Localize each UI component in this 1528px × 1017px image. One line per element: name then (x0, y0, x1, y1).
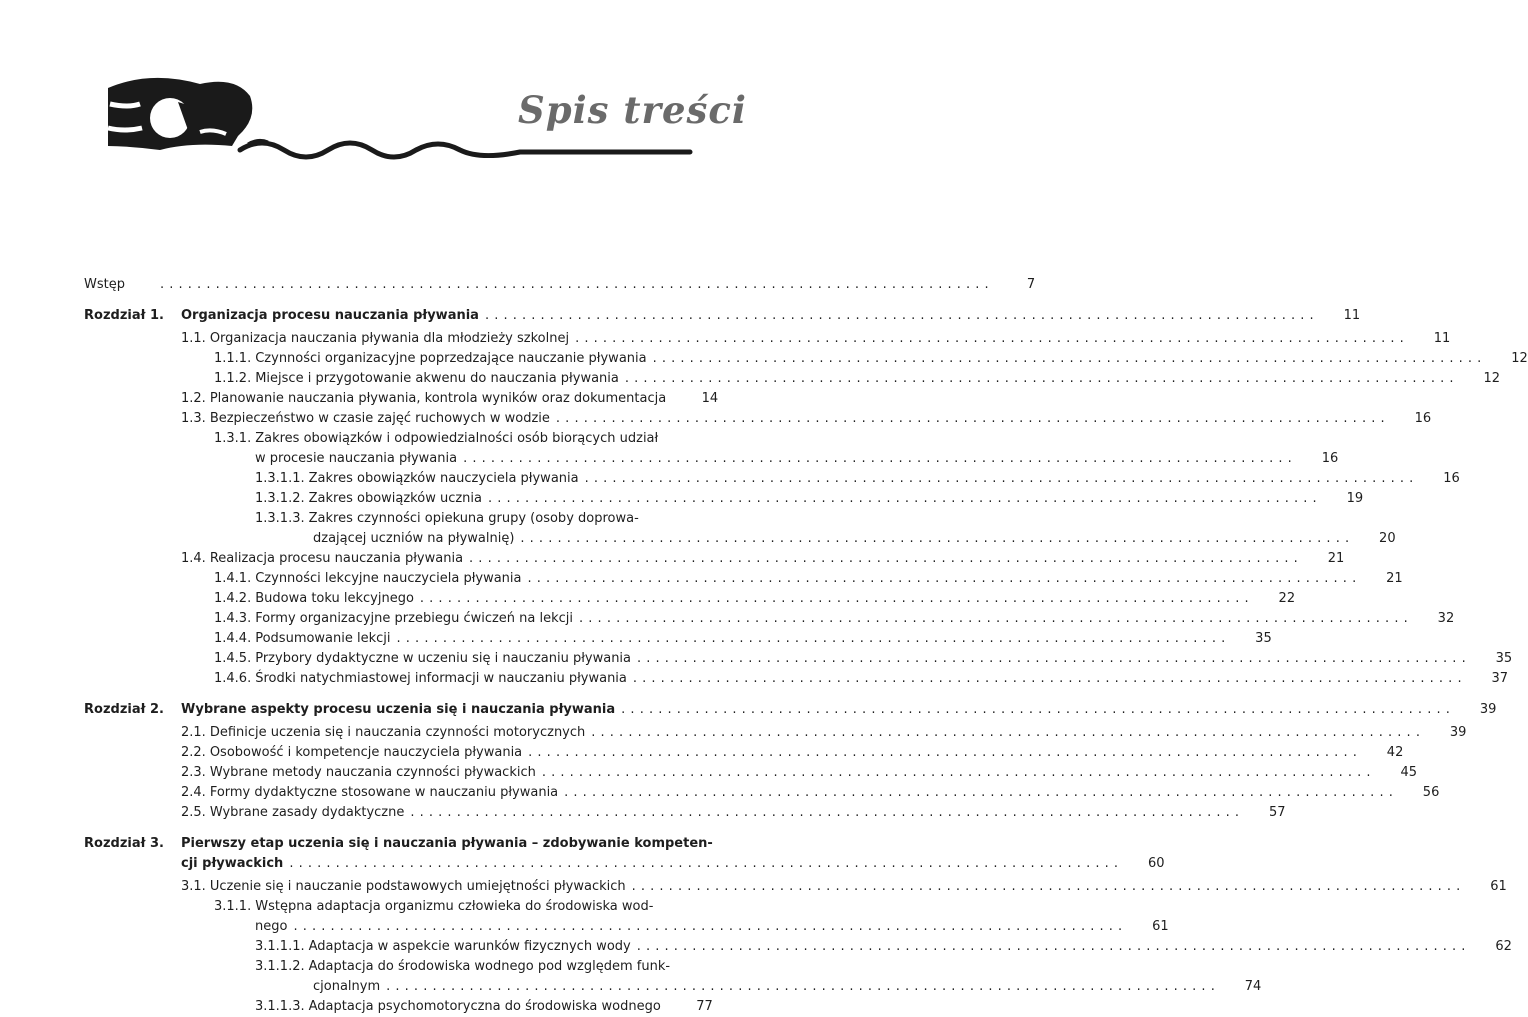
toc-section-number: 2.3. (181, 765, 206, 780)
toc-entry-title: Pierwszy etap uczenia się i nauczania pływania – zdobywanie kompeten- (181, 836, 713, 851)
toc-entry-title: cjonalnym (313, 979, 381, 994)
toc-leader-dots: . . . . . . . . . . . . . . . . . . . . . . . . . . . . . . . . . . . . . . . . . . . . . . . . . . . . . . . . . . . . . . . . . . . . . . . . . . . . . . . . . . . . . . . . . . (520, 531, 1350, 546)
toc-entry (214, 369, 1501, 389)
toc-entry (255, 957, 694, 977)
toc-entry-title: Organizacja nauczania pływania dla młodzieży szkolnej (209, 331, 570, 346)
toc-chapter-entry (84, 306, 1361, 326)
toc-leader-dots: . . . . . . . . . . . . . . . . . . . . . . . . . . . . . . . . . . . . . . . . . . . . . . . . . . . . . . . . . . . . . . . . . . . . . . . . . . . . . . . . . . . . . . . . . . (621, 702, 1451, 717)
toc-section-number: 2.2. (181, 745, 206, 760)
toc-page-number: 7 (1026, 277, 1036, 292)
toc-entry (214, 609, 1455, 629)
toc-page-number: 14 (701, 391, 719, 406)
toc-page-number: 19 (1346, 491, 1364, 506)
toc-entry (181, 549, 1345, 569)
toc-section-number: 1.2. (181, 391, 206, 406)
toc-page-number: 57 (1269, 805, 1286, 820)
toc-page-number: 37 (1491, 671, 1509, 686)
toc-entry (255, 469, 1460, 489)
toc-section-number: 1.1.1. (214, 351, 252, 366)
toc-section-number: 1.3.1.2. (255, 491, 305, 506)
toc-page-number: 77 (696, 999, 713, 1014)
toc-page-number: 45 (1400, 765, 1418, 780)
toc-section-number: 2.5. (181, 805, 206, 820)
toc-entry-title: nego (255, 919, 288, 934)
toc-leader-dots: . . . . . . . . . . . . . . . . . . . . . . . . . . . . . . . . . . . . . . . . . . . . . . . . . . . . . . . . . . . . . . . . . . . . . . . . . . . . . . . . . . . . . . . . . . (637, 651, 1467, 666)
toc-entry (181, 743, 1404, 763)
toc-section-number: 3.1.1.2. (255, 959, 305, 974)
toc-leader-dots: . . . . . . . . . . . . . . . . . . . . . . . . . . . . . . . . . . . . . . . . . . . . . . . . . . . . . . . . . . . . . . . . . . . . . . . . . . . . . . . . . . . . . . . . . . (488, 491, 1318, 506)
toc-leader-dots: . . . . . . . . . . . . . . . . . . . . . . . . . . . . . . . . . . . . . . . . . . . . . . . . . . . . . . . . . . . . . . . . . . . . . . . . . . . . . . . . . . . . . . . . . . (631, 879, 1461, 894)
toc-entry (214, 589, 1296, 609)
toc-section-number: 1.4.5. (214, 651, 252, 666)
toc-section-number: 2.1. (181, 725, 206, 740)
toc-leader-dots: . . . . . . . . . . . . . . . . . . . . . . . . . . . . . . . . . . . . . . . . . . . . . . . . . . . . . . . . . . . . . . . . . . . . . . . . . . . . . . . . . . . . . . . . . . (636, 939, 1466, 954)
toc-leader-dots: . . . . . . . . . . . . . . . . . . . . . . . . . . . . . . . . . . . . . . . . . . . . . . . . . . . . . . . . . . . . . . . . . . . . . . . . . . . . . . . . . . . . . . . . . . (584, 471, 1414, 486)
toc-entry (181, 389, 719, 409)
toc-entry (181, 723, 1467, 743)
toc-entry-title: Bezpieczeństwo w czasie zajęć ruchowych w wodzie (209, 411, 550, 426)
toc-page-number: 32 (1437, 611, 1455, 626)
toc-leader-dots: . . . . . . . . . . . . . . . . . . . . . . . . . . . . . . . . . . . . . . . . . . . . . . . . . . . . . . . . . . . . . . . . . . . . . . . . . . . . . . . . . . . . . . . . . . (528, 745, 1358, 760)
toc-leader-dots: . . . . . . . . . . . . . . . . . . . . . . . . . . . . . . . . . . . . . . . . . . . . . . . . . . . . . . . . . . . . . . . . . . . . . . . . . . . . . . . . . . . . . . . . . . (463, 451, 1293, 466)
toc-page-number: 61 (1152, 919, 1169, 934)
toc-page-number: 16 (1443, 471, 1460, 486)
toc-page-number: 21 (1386, 571, 1403, 586)
toc-page-number: 21 (1327, 551, 1345, 566)
toc-entry (214, 569, 1403, 589)
toc-leader-dots: . . . . . . . . . . . . . . . . . . . . . . . . . . . . . . . . . . . . . . . . . . . . . . . . . . . . . . . . . . . . . . . . . . . . . . . . . . . . . . . . . . . . . . . . . . (591, 725, 1421, 740)
toc-entry-title: cji pływackich (181, 856, 284, 871)
toc-entry-title: Organizacja procesu nauczania pływania (181, 308, 479, 323)
toc-page-number: 39 (1479, 702, 1497, 717)
toc-entry-title: Realizacja procesu nauczania pływania (209, 551, 464, 566)
toc-leader-dots: . . . . . . . . . . . . . . . . . . . . . . . . . . . . . . . . . . . . . . . . . . . . . . . . . . . . . . . . . . . . . . . . . . . . . . . . . . . . . . . . . . . . . . . . . . (579, 611, 1409, 626)
toc-entry (255, 449, 1339, 469)
toc-page-number: 60 (1147, 856, 1165, 871)
toc-entry-title: Wybrane aspekty procesu uczenia się i nauczania pływania (181, 702, 616, 717)
toc-section-number: 2.4. (181, 785, 206, 800)
toc-page-number: 74 (1244, 979, 1262, 994)
toc-entry (313, 529, 1396, 549)
toc-entry-title: Miejsce i przygotowanie akwenu do nauczania pływania (255, 371, 619, 386)
toc-entry (181, 783, 1440, 803)
toc-entry-title: Planowanie nauczania pływania, kontrola wyników oraz dokumentacja (209, 391, 667, 406)
toc-entry (181, 763, 1418, 783)
toc-chapter-label: Rozdział 2. (84, 702, 164, 717)
toc-entry (255, 937, 1512, 957)
toc-entry-title: Czynności lekcyjne nauczyciela pływania (255, 571, 522, 586)
toc-leader-dots: . . . . . . . . . . . . . . . . . . . . . . . . . . . . . . . . . . . . . . . . . . . . . . . . . . . . . . . . . . . . . . . . . . . . . . . . . . . . . . . . . . . . . . . . . . (160, 277, 990, 292)
toc-section-number: 1.4.4. (214, 631, 252, 646)
toc-entry-title: Zakres obowiązków i odpowiedzialności osób biorących udział (255, 431, 659, 446)
toc-leader-dots: . . . . . . . . . . . . . . . . . . . . . . . . . . . . . . . . . . . . . . . . . . . . . . . . . . . . . . . . . . . . . . . . . . . . . . . . . . . . . . . . . . . . . . . . . . (541, 765, 1372, 780)
toc-entry-title: Adaptacja w aspekcie warunków fizycznych wody (308, 939, 631, 954)
toc-leader-dots: . . . . . . . . . . . . . . . . . . . . . . . . . . . . . . . . . . . . . . . . . . . . . . . . . . . . . . . . . . . . . . . . . . . . . . . . . . . . . . . . . . . . . . . . . . (624, 371, 1455, 386)
toc-entry (181, 877, 1507, 897)
toc-entry-title: w procesie nauczania pływania (255, 451, 458, 466)
toc-leader-dots: . . . . . . . . . . . . . . . . . . . . . . . . . . . . . . . . . . . . . . . . . . . . . . . . . . . . . . . . . . . . . . . . . . . . . . . . . . . . . . . . . . . . . . . . . . (410, 805, 1240, 820)
toc-entry (214, 349, 1528, 369)
toc-entry (181, 329, 1451, 349)
toc-entry-title: Formy organizacyjne przebiegu ćwiczeń na lekcji (255, 611, 574, 626)
toc-page-number: 11 (1433, 331, 1451, 346)
toc-page-number: 11 (1343, 308, 1361, 323)
toc-entry (181, 803, 1286, 823)
toc-entry-title: Budowa toku lekcyjnego (255, 591, 414, 606)
toc-entry (214, 897, 694, 917)
page-title: Spis treści (518, 88, 747, 132)
toc-entry (181, 409, 1432, 429)
toc-leader-dots: . . . . . . . . . . . . . . . . . . . . . . . . . . . . . . . . . . . . . . . . . . . . . . . . . . . . . . . . . . . . . . . . . . . . . . . . . . . . . . . . . . . . . . . . . . (564, 785, 1394, 800)
toc-section-number: 3.1.1. (214, 899, 252, 914)
toc-chapter-label: Rozdział 1. (84, 308, 164, 323)
toc-entry-title: Adaptacja do środowiska wodnego pod względem funk- (308, 959, 671, 974)
toc-entry-title: Zakres czynności opiekuna grupy (osoby doprowa- (308, 511, 639, 526)
toc-page-number: 39 (1449, 725, 1467, 740)
toc-section-number: 1.3.1.3. (255, 511, 305, 526)
toc-entry-title: Wybrane metody nauczania czynności pływackich (209, 765, 536, 780)
toc-leader-dots: . . . . . . . . . . . . . . . . . . . . . . . . . . . . . . . . . . . . . . . . . . . . . . . . . . . . . . . . . . . . . . . . . . . . . . . . . . . . . . . . . . . . . . . . . . (386, 979, 1216, 994)
toc-leader-dots: . . . . . . . . . . . . . . . . . . . . . . . . . . . . . . . . . . . . . . . . . . . . . . . . . . . . . . . . . . . . . . . . . . . . . . . . . . . . . . . . . . . . . . . . . . (575, 331, 1405, 346)
toc-entry-title: Zakres obowiązków ucznia (308, 491, 482, 506)
toc-page-number: 16 (1321, 451, 1339, 466)
toc-section-number: 1.4.6. (214, 671, 252, 686)
toc-section-number: 1.1.2. (214, 371, 252, 386)
toc-section-number: 3.1.1.3. (255, 999, 305, 1014)
toc-leader-dots: . . . . . . . . . . . . . . . . . . . . . . . . . . . . . . . . . . . . . . . . . . . . . . . . . . . . . . . . . . . . . . . . . . . . . . . . . . . . . . . . . . . . . . . . . . (527, 571, 1357, 586)
toc-page-number: 12 (1483, 371, 1501, 386)
toc-leader-dots: . . . . . . . . . . . . . . . . . . . . . . . . . . . . . . . . . . . . . . . . . . . . . . . . . . . . . . . . . . . . . . . . . . . . . . . . . . . . . . . . . . . . . . . . . . (289, 856, 1119, 871)
toc-entry (214, 669, 1509, 689)
toc-entry-title: Wybrane zasady dydaktyczne (209, 805, 405, 820)
toc-entry (255, 917, 1169, 937)
toc-entry-title: dzającej uczniów na pływalnię) (313, 531, 515, 546)
toc-section-number: 1.3.1.1. (255, 471, 305, 486)
toc-chapter-label: Wstęp (84, 277, 125, 292)
toc-entry-title: Adaptacja psychomotoryczna do środowiska wodnego (308, 999, 661, 1014)
toc-page-number: 35 (1495, 651, 1513, 666)
toc-section-number: 1.1. (181, 331, 206, 346)
toc-page-number: 20 (1379, 531, 1396, 546)
toc-entry-title: Wstępna adaptacja organizmu człowieka do środowiska wod- (255, 899, 654, 914)
toc-leader-dots: . . . . . . . . . . . . . . . . . . . . . . . . . . . . . . . . . . . . . . . . . . . . . . . . . . . . . . . . . . . . . . . . . . . . . . . . . . . . . . . . . . . . . . . . . . (469, 551, 1299, 566)
toc-entry (214, 429, 694, 449)
toc-entry (181, 854, 1165, 874)
toc-entry-title: Uczenie się i nauczanie podstawowych umiejętności pływackich (209, 879, 626, 894)
toc-entry-title: Osobowość i kompetencje nauczyciela pływania (209, 745, 523, 760)
toc-chapter-entry (84, 834, 713, 854)
toc-page-number: 42 (1386, 745, 1404, 760)
toc-section-number: 1.4.1. (214, 571, 252, 586)
toc-page-number: 35 (1255, 631, 1272, 646)
toc-entry-title: Przybory dydaktyczne w uczeniu się i nauczaniu pływania (255, 651, 632, 666)
toc-section-number: 1.4.3. (214, 611, 252, 626)
toc-entry-title: Zakres obowiązków nauczyciela pływania (308, 471, 579, 486)
toc-chapter-entry (84, 700, 1497, 720)
toc-page-number: 61 (1490, 879, 1507, 894)
toc-entry-title: Środki natychmiastowej informacji w nauczaniu pływania (255, 671, 627, 686)
toc-leader-dots: . . . . . . . . . . . . . . . . . . . . . . . . . . . . . . . . . . . . . . . . . . . . . . . . . . . . . . . . . . . . . . . . . . . . . . . . . . . . . . . . . . . . . . . . . . (293, 919, 1123, 934)
toc-page-number: 12 (1511, 351, 1528, 366)
toc-page-number: 16 (1414, 411, 1432, 426)
toc-section-number: 3.1.1.1. (255, 939, 305, 954)
toc-leader-dots: . . . . . . . . . . . . . . . . . . . . . . . . . . . . . . . . . . . . . . . . . . . . . . . . . . . . . . . . . . . . . . . . . . . . . . . . . . . . . . . . . . . . . . . . . . (396, 631, 1226, 646)
toc-chapter-entry (84, 275, 1036, 295)
toc-entry (313, 977, 1262, 997)
toc-entry (255, 997, 713, 1017)
toc-leader-dots: . . . . . . . . . . . . . . . . . . . . . . . . . . . . . . . . . . . . . . . . . . . . . . . . . . . . . . . . . . . . . . . . . . . . . . . . . . . . . . . . . . . . . . . . . . (555, 411, 1386, 426)
toc-leader-dots: . . . . . . . . . . . . . . . . . . . . . . . . . . . . . . . . . . . . . . . . . . . . . . . . . . . . . . . . . . . . . . . . . . . . . . . . . . . . . . . . . . . . . . . . . . (419, 591, 1250, 606)
toc-entry (255, 489, 1364, 509)
toc-section-number: 1.4. (181, 551, 206, 566)
toc-section-number: 1.3.1. (214, 431, 252, 446)
wave-line (240, 143, 690, 157)
toc-entry (214, 629, 1272, 649)
toc-section-number: 1.4.2. (214, 591, 252, 606)
toc-chapter-label: Rozdział 3. (84, 836, 164, 851)
toc-entry-title: Podsumowanie lekcji (255, 631, 391, 646)
toc-page-number: 56 (1422, 785, 1440, 800)
toc-entry (214, 649, 1513, 669)
toc-entry-title: Czynności organizacyjne poprzedzające nauczanie pływania (255, 351, 647, 366)
toc-leader-dots: . . . . . . . . . . . . . . . . . . . . . . . . . . . . . . . . . . . . . . . . . . . . . . . . . . . . . . . . . . . . . . . . . . . . . . . . . . . . . . . . . . . . . . . . . . (484, 308, 1315, 323)
swimmer-icon (108, 78, 252, 150)
toc-section-number: 3.1. (181, 879, 206, 894)
toc-page-number: 22 (1278, 591, 1296, 606)
toc-section-number: 1.3. (181, 411, 206, 426)
toc-leader-dots: . . . . . . . . . . . . . . . . . . . . . . . . . . . . . . . . . . . . . . . . . . . . . . . . . . . . . . . . . . . . . . . . . . . . . . . . . . . . . . . . . . . . . . . . . . (632, 671, 1463, 686)
toc-entry-title: Definicje uczenia się i nauczania czynności motorycznych (209, 725, 586, 740)
toc-entry-title: Formy dydaktyczne stosowane w nauczaniu pływania (209, 785, 559, 800)
toc-page-number: 62 (1495, 939, 1512, 954)
toc-leader-dots: . . . . . . . . . . . . . . . . . . . . . . . . . . . . . . . . . . . . . . . . . . . . . . . . . . . . . . . . . . . . . . . . . . . . . . . . . . . . . . . . . . . . . . . . . . (652, 351, 1482, 366)
toc-entry (255, 509, 694, 529)
